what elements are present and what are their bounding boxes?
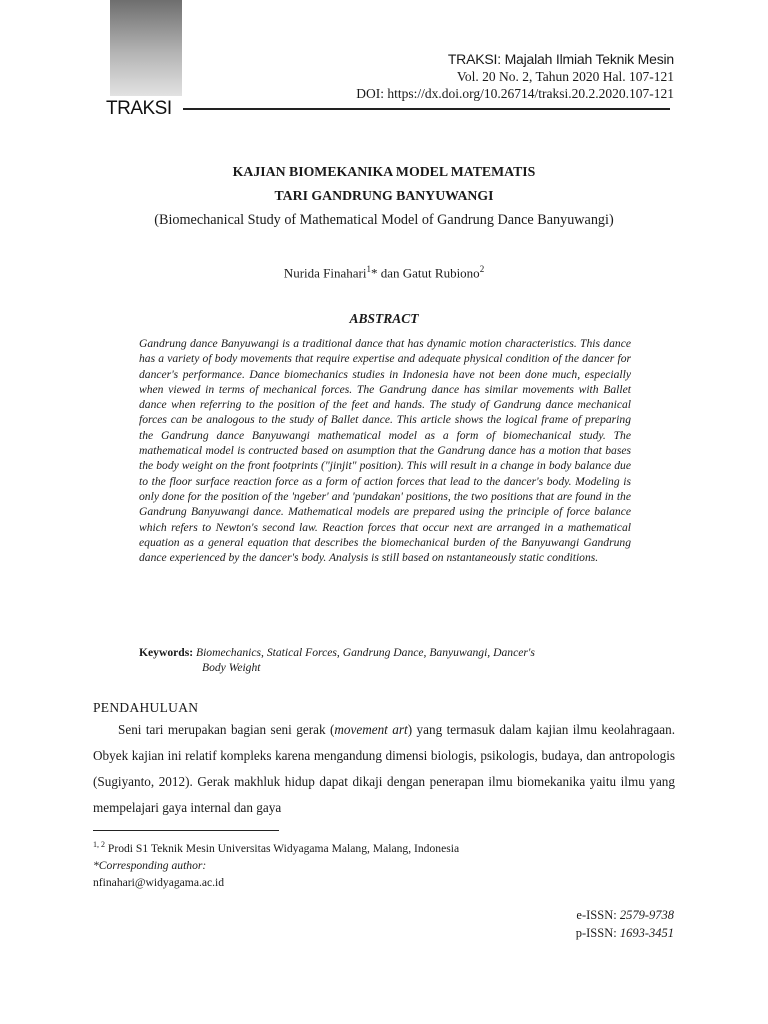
- affiliation-mark: 1, 2: [93, 840, 105, 849]
- abstract-heading: ABSTRACT: [349, 311, 419, 326]
- author-1: Nurida Finahari: [283, 265, 367, 281]
- keywords-label: Keywords:: [139, 646, 194, 659]
- title-line-1: KAJIAN BIOMEKANIKA MODEL MATEMATIS: [232, 164, 536, 179]
- footnotes: [93, 836, 459, 891]
- intro-text-start: Seni tari merupakan bagian seni gerak (: [118, 722, 335, 737]
- keywords-line-2: Body Weight: [202, 661, 261, 674]
- journal-logo-bar: [110, 0, 182, 96]
- keywords-line-1: Biomechanics, Statical Forces, Gandrung Dance, Banyuwangi, Dancer's: [193, 646, 535, 659]
- header-divider: [183, 108, 670, 110]
- intro-paragraph: [93, 717, 675, 821]
- author-join: dan: [377, 265, 403, 281]
- section-heading: PENDAHULUAN: [93, 700, 199, 715]
- journal-name: TRAKSI: Majalah Ilmiah Teknik Mesin: [447, 51, 674, 67]
- keywords: [139, 645, 631, 675]
- author-email[interactable]: nfinahari@widyagama.ac.id: [93, 875, 225, 889]
- title-line-2: TARI GANDRUNG BANYUWANGI: [274, 188, 494, 203]
- abstract-text: Gandrung dance Banyuwangi is a traditional dance that has dynamic motion characteristics. This dance has a variety of body movements that require expertise and adequate physical condition of the dancer for dancer's performance. Dance biomechanics studies in Indonesia have not been done much, especially when viewed in terms of mechanical forces. The Gandrung dance has similar movements with Ballet dance when referring to the position of the feet and hands. The study of Gandrung dance mechanical forces can be analogous to the study of Ballet dance. This article shows the logical frame of preparing the Gandrung dance Banyuwangi mathematical model as a form of biomechanical study. The mathematical model is contructed based on asumption that the Gandrung dance has a motion that bases the body weight on the front footprints ("jinjit" position). This will result in a change in body balance due to the floor surface reaction force as a form of action forces that lead to the dancer's body. Modeling is only done for the position of the 'ngeber' and 'pundakan' positions, the two positions that are found in the Gandrung Banyuwangi dance. Mathematical models are prepared using the principle of force balance which refers to Newton's second law. Reaction forces that occur next are arranged in a mathematical equation as a general equation that describes the biomechanical burden of the Banyuwangi Gandrung dance experienced by the dancer's body. Analysis is still based on nstantaneously static conditions.: [139, 337, 631, 565]
- author-2-affiliation-mark: 2: [479, 264, 485, 274]
- article-title: [0, 160, 768, 208]
- article-subtitle: (Biomechanical Study of Mathematical Model of Gandrung Dance Banyuwangi): [154, 212, 614, 228]
- p-issn: p-ISSN: 1693-3451: [575, 926, 674, 940]
- doi-link[interactable]: DOI: https://dx.doi.org/10.26714/traksi.20.2.2020.107-121: [356, 86, 674, 101]
- author-line: [0, 259, 768, 283]
- intro-term: movement art: [334, 722, 408, 737]
- footnote-divider: [93, 830, 279, 831]
- issue-info: Vol. 20 No. 2, Tahun 2020 Hal. 107-121: [456, 69, 674, 84]
- affiliation-text: Prodi S1 Teknik Mesin Universitas Widyagama Malang, Malang, Indonesia: [105, 841, 460, 855]
- affiliation-footnote: [93, 836, 459, 857]
- e-issn: e-ISSN: 2579-9738: [576, 908, 674, 922]
- corresponding-label: *Corresponding author:: [93, 858, 207, 872]
- corresponding-star: *: [370, 265, 378, 281]
- author-2: Gatut Rubiono: [402, 265, 480, 281]
- journal-header: [356, 50, 674, 102]
- author-1-affiliation-mark: 1: [366, 264, 371, 274]
- journal-logo-text: TRAKSI: [106, 98, 172, 119]
- issn-block: [576, 906, 674, 942]
- intro-text-rest: ) yang termasuk dalam kajian ilmu keolahragaan. Obyek kajian ini relatif kompleks karena mengandung dimensi biologis, psikologis, budaya, dan antropologis (Sugiyanto, 2012). Gerak makhluk hidup dapat dikaji dengan penerapan ilmu biomekanika yaitu ilmu yang mempelajari gaya internal dan gaya: [93, 722, 675, 815]
